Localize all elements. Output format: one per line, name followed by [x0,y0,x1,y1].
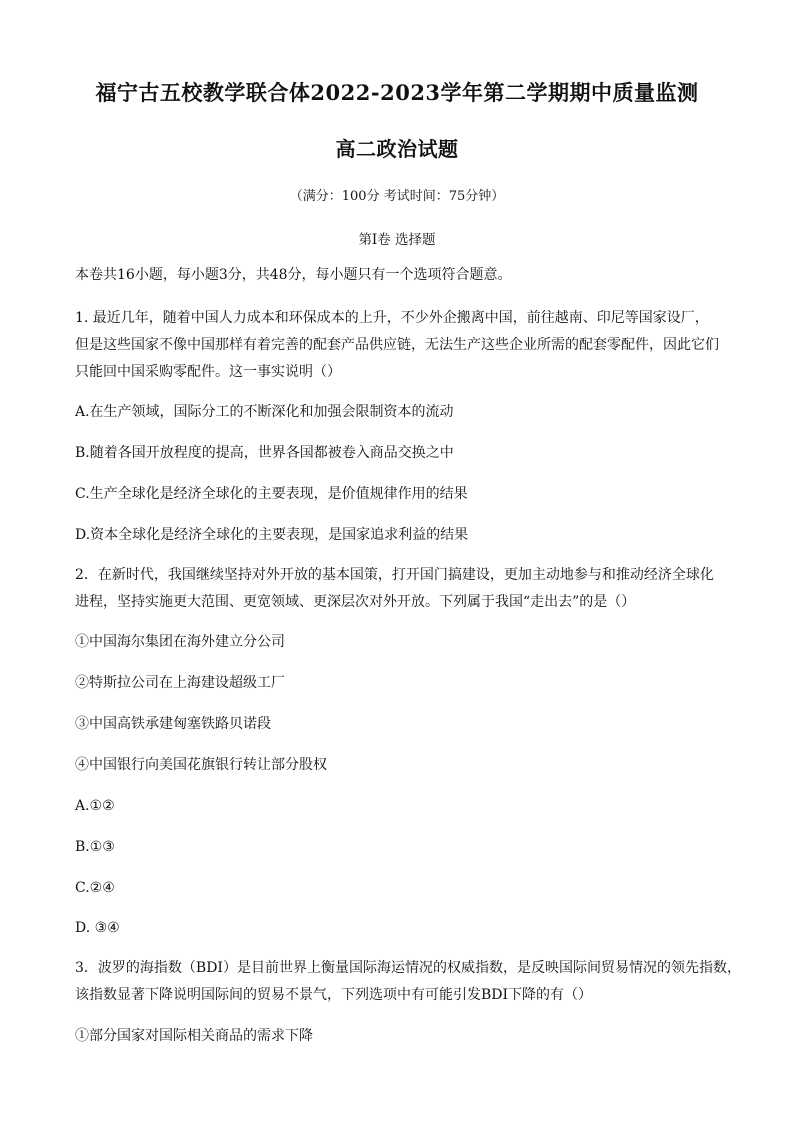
q1-option-b: B.随着各国开放程度的提高，世界各国都被卷入商品交换之中 [75,445,454,461]
q3-stem-line-2: 该指数显著下降说明国际间的贸易不景气，下列选项中有可能引发BDI下降的有（） [75,987,593,1003]
q1-option-c: C.生产全球化是经济全球化的主要表现，是价值规律作用的结果 [75,486,468,502]
q2-item-4: ④中国银行向美国花旗银行转让部分股权 [75,757,327,773]
q2-item-2: ②特斯拉公司在上海建设超级工厂 [75,675,285,691]
q1-stem-line-3: 只能回中国采购零配件。这一事实说明（） [75,364,341,380]
q1-stem-line-1: 1. 最近几年，随着中国人力成本和环保成本的上升，不少外企搬离中国，前往越南、印尼等国家设厂， [75,310,709,326]
exam-meta: （满分：100分 考试时间：75分钟） [289,189,505,204]
section-heading: 第Ⅰ卷 选择题 [358,232,436,248]
q1-option-a: A.在生产领域，国际分工的不断深化和加强会限制资本的流动 [75,404,454,420]
q1-stem-line-2: 但是这些国家不像中国那样有着完善的配套产品供应链，无法生产这些企业所需的配套零配件，因此它们 [75,337,719,353]
exam-subject: 高二政治试题 [335,137,459,161]
q2-option-c: C.②④ [75,880,115,896]
q2-option-a: A.①② [75,798,115,814]
exam-title: 福宁古五校教学联合体2022-2023学年第二学期期中质量监测 [95,80,699,105]
instructions: 本卷共16小题，每小题3分，共48分，每小题只有一个选项符合题意。 [75,267,512,283]
q2-item-3: ③中国高铁承建匈塞铁路贝诺段 [75,716,271,732]
q1-option-d: D.资本全球化是经济全球化的主要表现，是国家追求利益的结果 [75,527,469,543]
q2-option-b: B.①③ [75,839,115,855]
q2-item-1: ①中国海尔集团在海外建立分公司 [75,634,285,650]
q2-stem-line-2: 进程，坚持实施更大范围、更宽领域、更深层次对外开放。下列属于我国“走出去”的是（） [75,594,636,610]
q2-stem-line-1: 2．在新时代，我国继续坚持对外开放的基本国策，打开国门搞建设，更加主动地参与和推动经济全球化 [75,567,714,583]
q3-item-1: ①部分国家对国际相关商品的需求下降 [75,1028,313,1044]
q2-option-d: D. ③④ [75,920,120,936]
q3-stem-line-1: 3．波罗的海指数（BDI）是目前世界上衡量国际海运情况的权威指数，是反映国际间贸易情况的领先指数， [75,960,741,976]
